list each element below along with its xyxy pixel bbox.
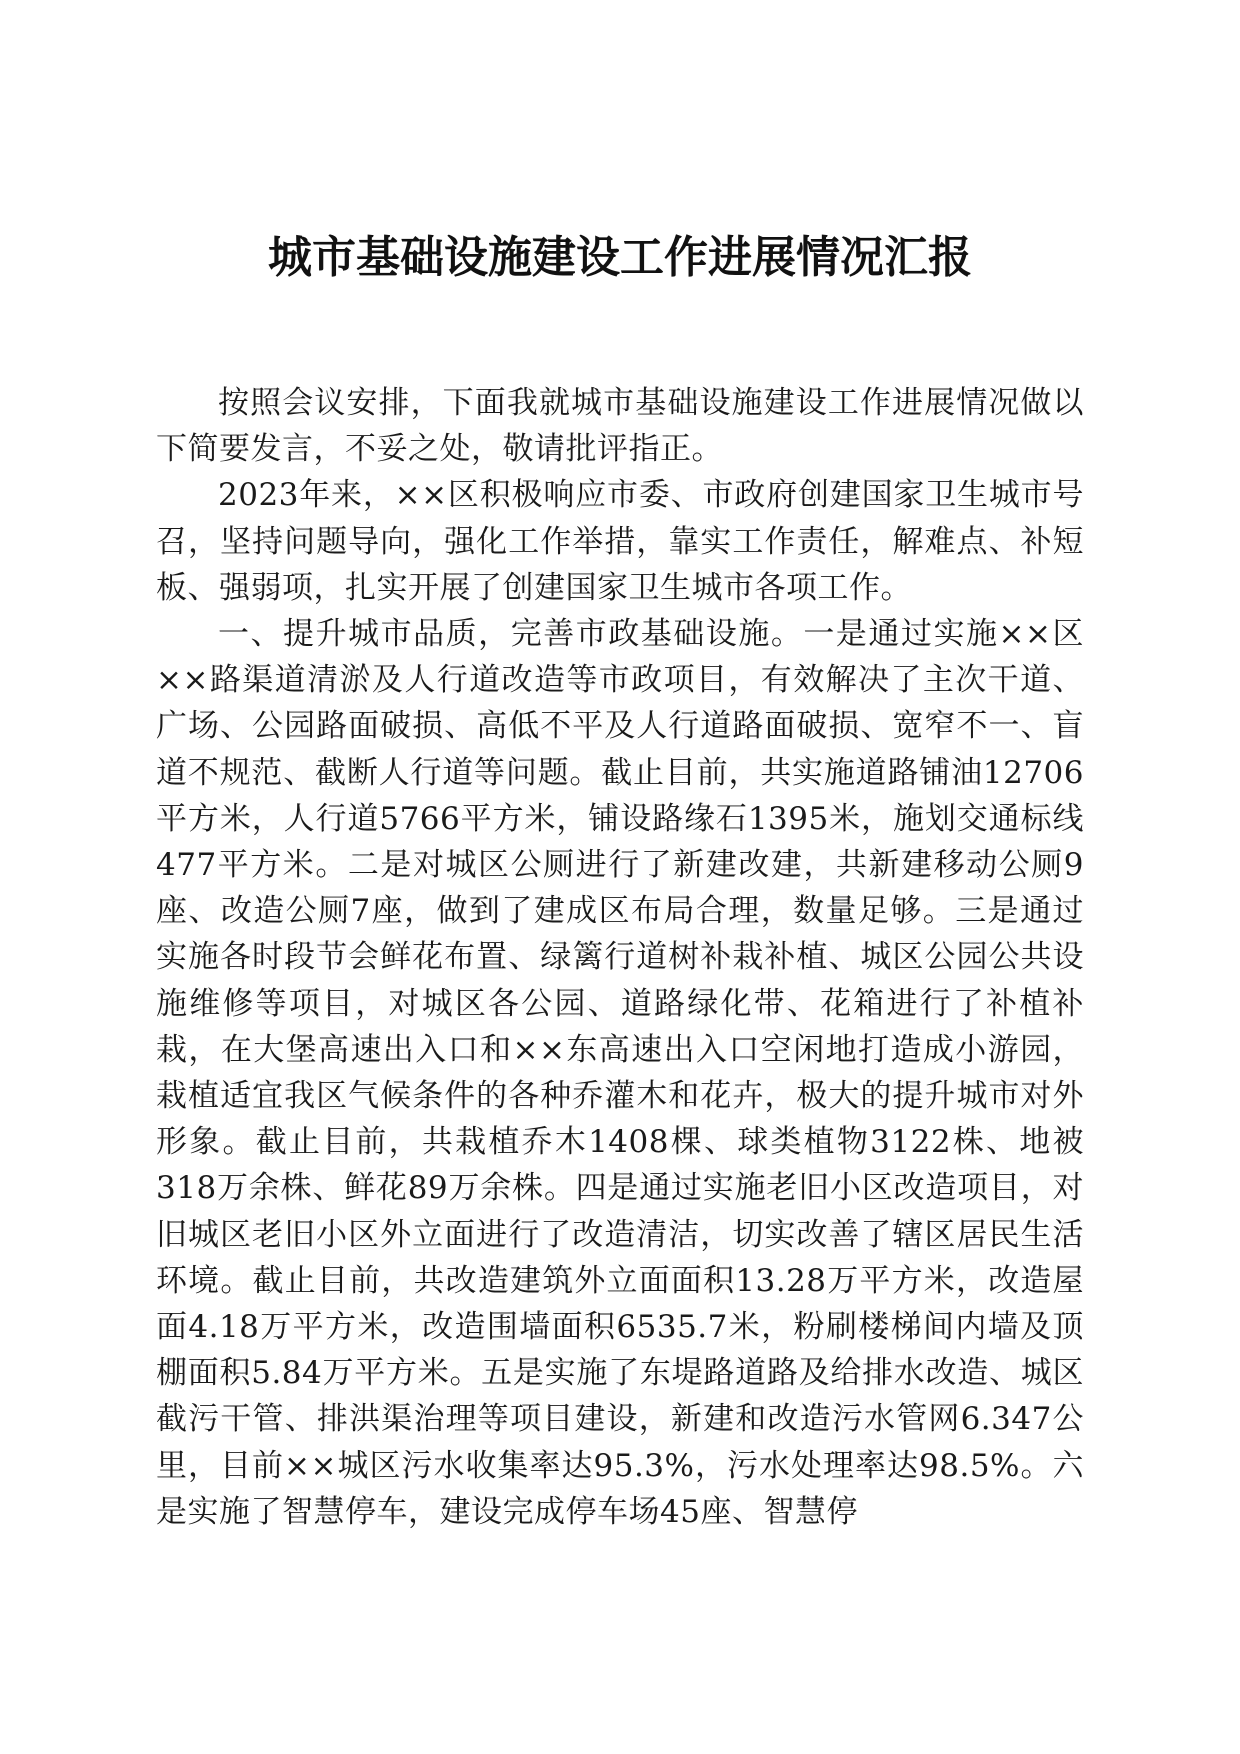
paragraph-section-one: 一、提升城市品质，完善市政基础设施。一是通过实施××区××路渠道清淤及人行道改造等市政项目，有效解决了主次干道、广场、公园路面破损、高低不平及人行道路面破损、宽窄不一、盲道不规范、截断人行道等问题。截止目前，共实施道路铺油12706平方米，人行道5766平方米，铺设路缘石1395米，施划交通标线477平方米。二是对城区公厕进行了新建改建，共新建移动公厕9座、改造公厕7座，做到了建成区布局合理，数量足够。三是通过实施各时段节会鲜花布置、绿篱行道树补栽补植、城区公园公共设施维修等项目，对城区各公园、道路绿化带、花箱进行了补植补栽，在大堡高速出入口和××东高速出入口空闲地打造成小游园，栽植适宜我区气候条件的各种乔灌木和花卉，极大的提升城市对外形象。截止目前，共栽植乔木1408棵、球类植物3122株、地被318万余株、鲜花89万余株。四是通过实施老旧小区改造项目，对旧城区老旧小区外立面进行了改造清洁，切实改善了辖区居民生活环境。截止目前，共改造建筑外立面面积13.28万平方米，改造屋面4.18万平方米，改造围墙面积6535.7米，粉刷楼梯间内墙及顶棚面积5.84万平方米。五是实施了东堤路道路及给排水改造、城区截污干管、排洪渠治理等项目建设，新建和改造污水管网6.347公里，目前××城区污水收集率达95.3%，污水处理率达98.5%。六是实施了智慧停车，建设完成停车场45座、智慧停 xyxy=(156,616,1084,1530)
document-title: 城市基础设施建设工作进展情况汇报 xyxy=(268,232,972,283)
paragraph-overview: 2023年来，××区积极响应市委、市政府创建国家卫生城市号召，坚持问题导向，强化工作举措，靠实工作责任，解难点、补短板、强弱项，扎实开展了创建国家卫生城市各项工作。 xyxy=(156,477,1084,606)
document-body xyxy=(156,380,1084,1535)
paragraph-intro: 按照会议安排，下面我就城市基础设施建设工作进展情况做以下简要发言，不妥之处，敬请批评指正。 xyxy=(156,385,1084,468)
